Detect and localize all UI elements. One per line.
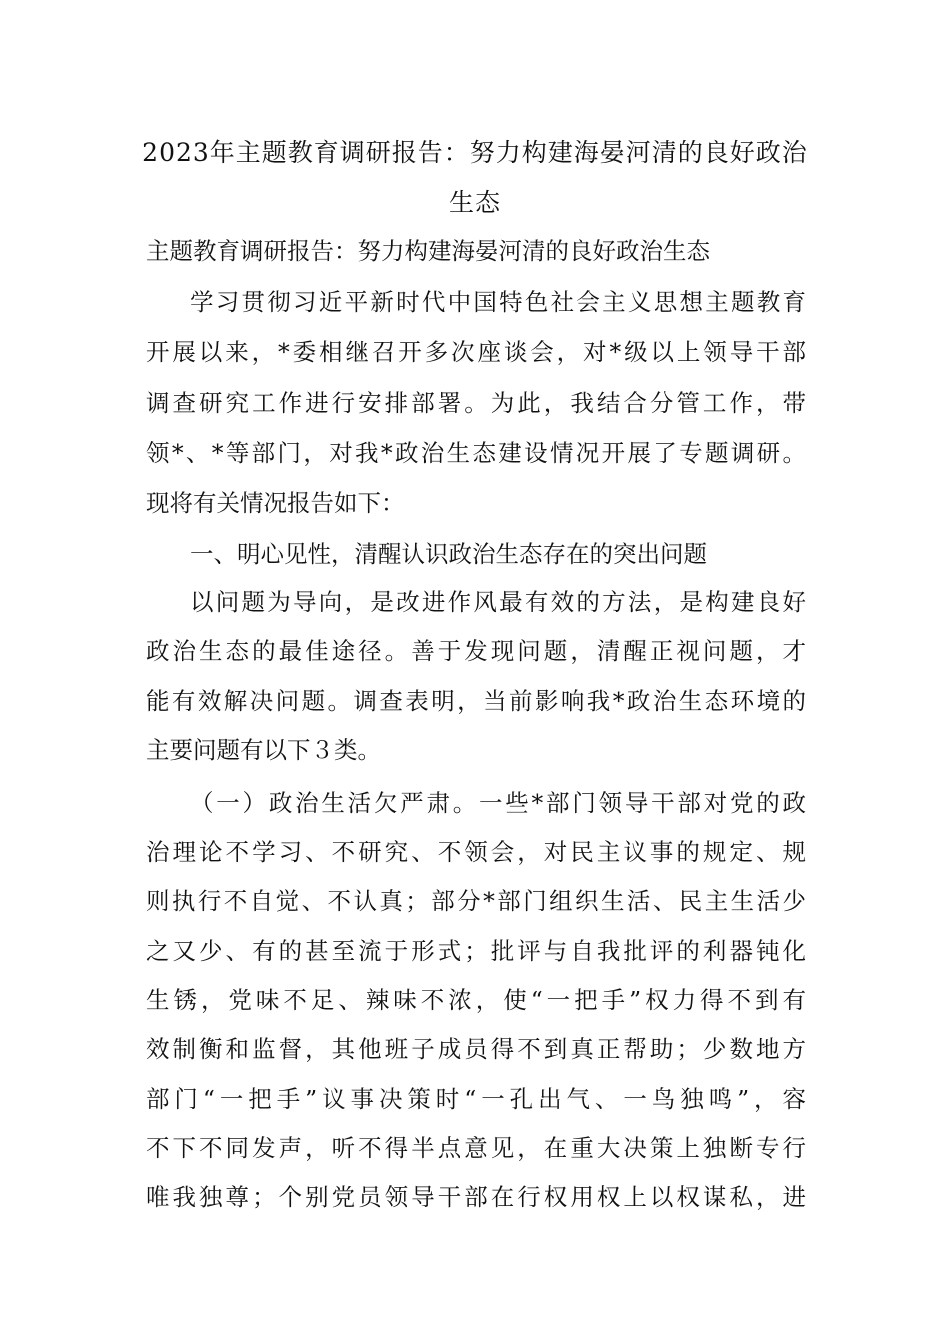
item-1-line: 则执行不自觉、不认真；部分*部门组织生活、民主生活少 [146,887,806,915]
item-1-line: 唯我独尊；个别党员领导干部在行权用权上以权谋私，进 [146,1183,806,1211]
intro-line: 领*、*等部门，对我*政治生态建设情况开展了专题调研。 [146,439,806,467]
section-1-line: 政治生态的最佳途径。善于发现问题，清醒正视问题，才 [146,637,806,665]
section-1-line: 能有效解决问题。调查表明，当前影响我*政治生态环境的 [146,687,806,715]
intro-line: 开展以来，*委相继召开多次座谈会，对*级以上领导干部 [146,338,806,366]
section-1-line: 主要问题有以下３类。 [146,736,381,764]
intro-line: 现将有关情况报告如下： [146,489,405,517]
item-1-line: 治理论不学习、不研究、不领会，对民主议事的规定、规 [146,838,806,866]
item-1-line: （一）政治生活欠严肃。一些*部门领导干部对党的政 [190,789,806,817]
item-1-line: 不下不同发声，听不得半点意见，在重大决策上独断专行 [146,1134,806,1162]
item-1-line: 生锈，党味不足、辣味不浓，使“一把手”权力得不到有 [146,986,806,1014]
item-1-line: 效制衡和监督，其他班子成员得不到真正帮助；少数地方 [146,1035,806,1063]
section-1-heading: 一、明心见性，清醒认识政治生态存在的突出问题 [190,540,707,568]
document-subtitle: 主题教育调研报告：努力构建海晏河清的良好政治生态 [146,237,710,265]
item-1-line: 之又少、有的甚至流于形式；批评与自我批评的利器钝化 [146,937,806,965]
section-1-line: 以问题为导向，是改进作风最有效的方法，是构建良好 [190,588,806,616]
intro-line: 调查研究工作进行安排部署。为此，我结合分管工作，带 [146,389,806,417]
intro-line: 学习贯彻习近平新时代中国特色社会主义思想主题教育 [190,288,806,316]
document-title-line-2: 生态 [448,188,501,217]
item-1-line: 部门“一把手”议事决策时“一孔出气、一鸟独鸣”，容 [146,1085,806,1113]
document-title-line-1: 2023年主题教育调研报告：努力构建海晏河清的良好政治 [142,138,808,167]
